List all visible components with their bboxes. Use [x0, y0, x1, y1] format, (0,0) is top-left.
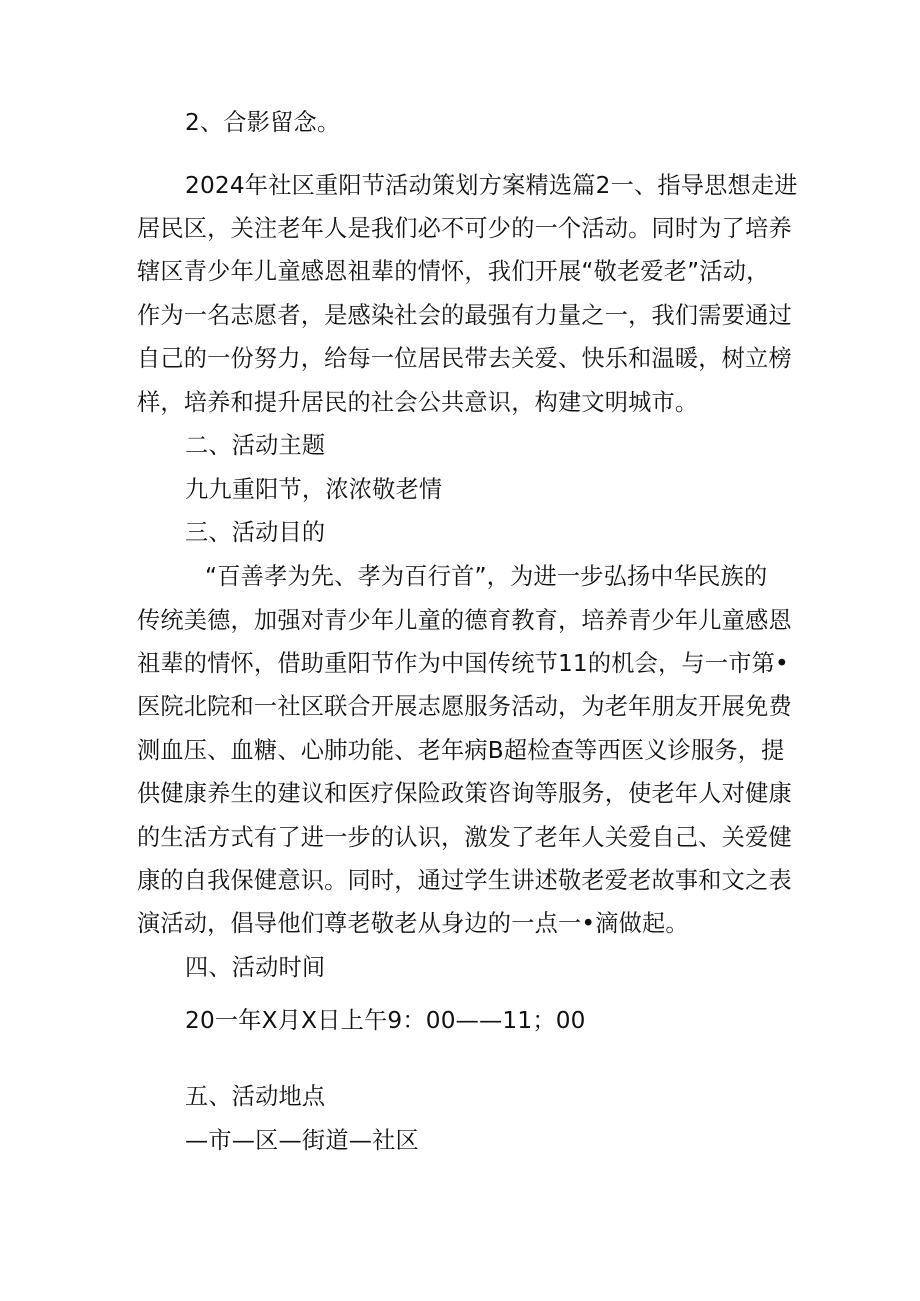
section-3-paragraph-line-2: 传统美德，加强对青少年儿童的德育教育，培养青少年儿童感恩: [137, 607, 792, 634]
intro-paragraph-line-1: 2024年社区重阳节活动策划方案精选篇2一、指导思想走进: [185, 172, 798, 199]
section-4-heading: 四、活动时间: [185, 954, 326, 981]
section-2-content: 九九重阳节，浓浓敬老情: [185, 476, 443, 503]
section-5-heading: 五、活动地点: [185, 1083, 326, 1110]
section-3-paragraph-line-4: 医院北院和一社区联合开展志愿服务活动，为老年朋友开展免费: [137, 693, 792, 720]
section-5-content: —市—区—街道—社区: [185, 1127, 419, 1154]
section-3-paragraph-line-5: 测血压、血糖、心肺功能、老年病B超检查等西医义诊服务，提: [137, 737, 785, 764]
section-3-paragraph-line-1: “百善孝为先、孝为百行首”，为进一步弘扬中华民族的: [205, 563, 768, 590]
section-3-paragraph-line-6: 供健康养生的建议和医疗保险政策咨询等服务，使老年人对健康: [137, 780, 792, 807]
section-2-heading: 二、活动主题: [185, 432, 326, 459]
list-item-2: 2、合影留念。: [185, 109, 341, 136]
section-4-content: 20一年X月X日上午9：00——11；00: [185, 1007, 586, 1034]
section-3-heading: 三、活动目的: [185, 519, 326, 546]
section-3-paragraph-line-9: 演活动，倡导他们尊老敬老从身边的一点一•滴做起。: [137, 910, 689, 937]
intro-paragraph-line-3: 辖区青少年儿童感恩祖辈的情怀，我们开展“敬老爱老”活动，: [137, 258, 770, 285]
intro-paragraph-line-4: 作为一名志愿者，是感染社会的最强有力量之一，我们需要通过: [137, 302, 792, 329]
section-3-paragraph-line-3: 祖辈的情怀，借助重阳节作为中国传统节11的机会，与一市第•: [137, 650, 789, 677]
intro-paragraph-line-6: 样，培养和提升居民的社会公共意识，构建文明城市。: [137, 389, 699, 416]
section-3-paragraph-line-8: 康的自我保健意识。同时，通过学生讲述敬老爱老故事和文之表: [137, 867, 792, 894]
intro-paragraph-line-2: 居民区，关注老年人是我们必不可少的一个活动。同时为了培养: [137, 215, 792, 242]
section-3-paragraph-line-7: 的生活方式有了进一步的认识，激发了老年人关爱自己、关爱健: [137, 824, 792, 851]
intro-paragraph-line-5: 自己的一份努力，给每一位居民带去关爱、快乐和温暖，树立榜: [137, 345, 792, 372]
